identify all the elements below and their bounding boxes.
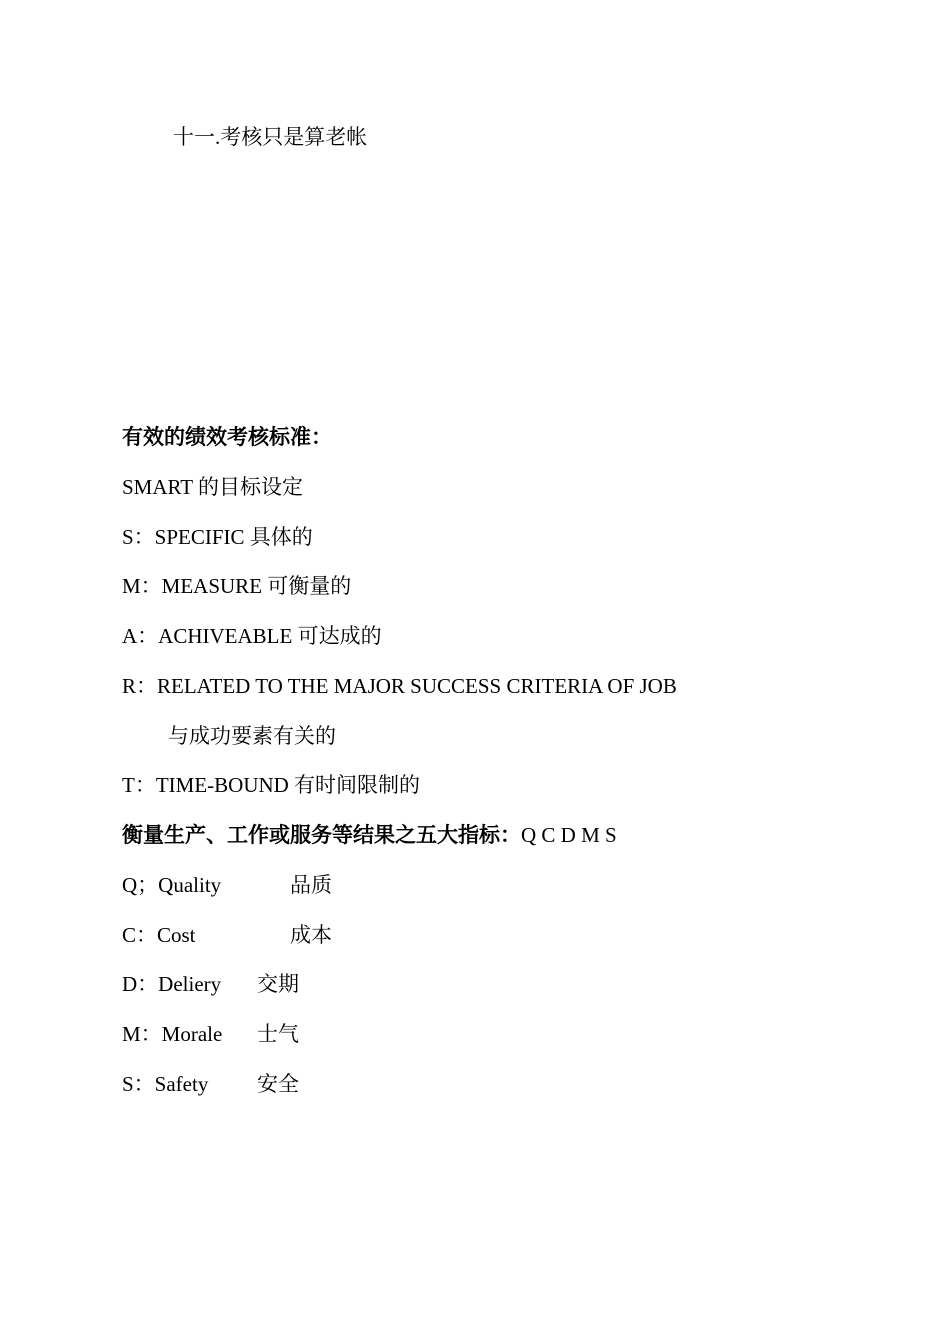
qcdms-meaning: 士气 [257,1022,299,1046]
smart-item-s: S：SPECIFIC 具体的 [122,525,313,549]
qcdms-term: S：Safety [122,1072,209,1096]
smart-item-r-cn: 与成功要素有关的 [168,724,336,748]
qcdms-title-text: 衡量生产、工作或服务等结果之五大指标： [122,823,521,847]
qcdms-title [122,822,617,848]
qcdms-meaning: 交期 [257,972,299,996]
qcdms-meaning: 安全 [257,1072,299,1096]
qcdms-meaning: 成本 [290,923,332,947]
qcdms-item-quality [122,872,332,898]
section-title: 有效的绩效考核标准： [122,425,332,449]
smart-item-a: A：ACHIVEABLE 可达成的 [122,624,382,648]
qcdms-title-letters: Q C D M S [521,823,617,847]
qcdms-item-morale [122,1021,299,1047]
smart-item-r: R：RELATED TO THE MAJOR SUCCESS CRITERIA OF JOB [122,674,677,698]
qcdms-term: C：Cost [122,923,196,947]
qcdms-term: Q；Quality [122,873,222,897]
qcdms-item-safety [122,1071,299,1097]
qcdms-item-cost [122,922,332,948]
heading-eleven: 十一.考核只是算老帐 [173,125,368,149]
smart-item-t: T：TIME-BOUND 有时间限制的 [122,773,421,797]
qcdms-meaning: 品质 [290,873,332,897]
qcdms-term: M：Morale [122,1022,223,1046]
qcdms-item-delivery [122,971,299,997]
smart-title: SMART 的目标设定 [122,475,303,499]
smart-item-m: M：MEASURE 可衡量的 [122,574,352,598]
qcdms-term: D：Deliery [122,972,222,996]
